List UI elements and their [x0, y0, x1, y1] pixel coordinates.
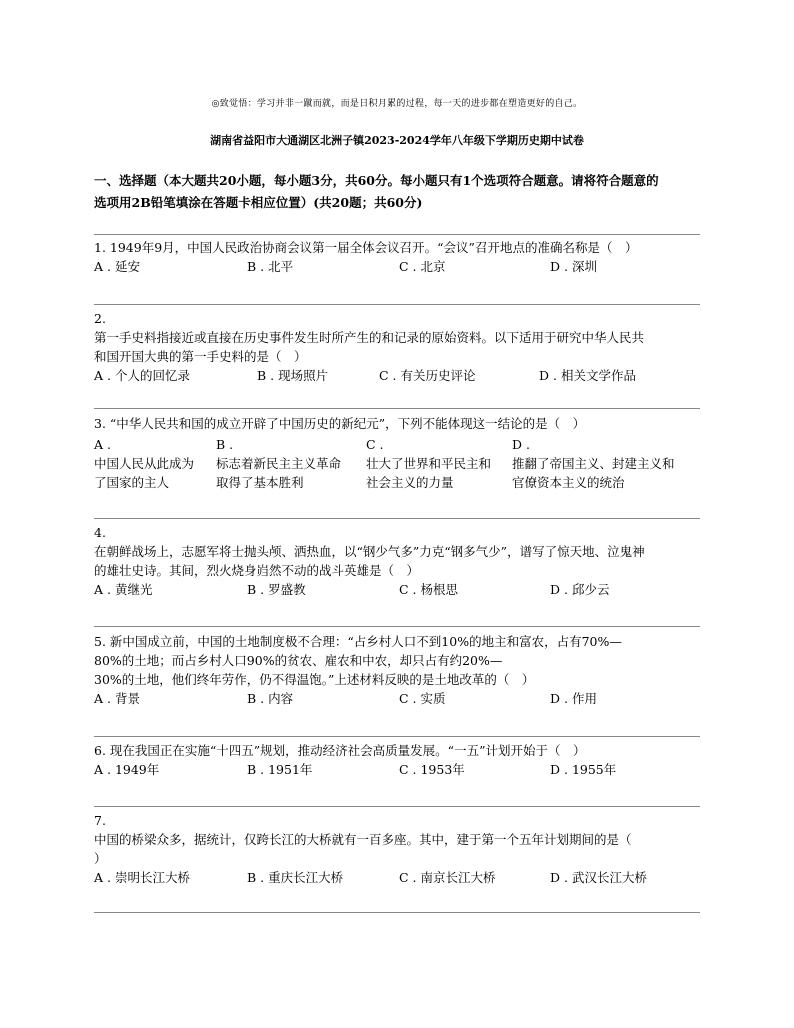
- exam-title: 湖南省益阳市大通湖区北洲子镇2023-2024学年八年级下学期历史期中试卷: [210, 134, 584, 147]
- option-c[interactable]: [366, 435, 511, 492]
- options-row: [94, 689, 700, 709]
- question-3: [94, 414, 700, 495]
- option-label: D .: [512, 437, 530, 452]
- option-text-line1: 中国人民从此成为: [94, 456, 195, 471]
- question-stem-line3: 30%的土地，他们终年劳作，仍不得温饱。”上述材料反映的是土地改革的（ ）: [94, 672, 535, 687]
- option-b[interactable]: B . 1951年: [247, 762, 313, 777]
- option-d[interactable]: D . 相关文学作品: [539, 368, 636, 383]
- option-b[interactable]: [216, 435, 361, 492]
- question-number: 4.: [94, 525, 106, 540]
- option-d[interactable]: D . 邱少云: [550, 582, 610, 597]
- option-b[interactable]: B . 重庆长江大桥: [247, 870, 344, 885]
- question-stem-line2: 和国开国大典的第一手史料的是（ ）: [94, 349, 307, 364]
- option-d[interactable]: D . 1955年: [550, 762, 617, 777]
- option-text-line1: 推翻了帝国主义、封建主义和: [512, 456, 675, 471]
- option-d[interactable]: D . 武汉长江大桥: [550, 870, 647, 885]
- option-text-line2: 官僚资本主义的统治: [512, 475, 625, 490]
- options-row: [94, 257, 700, 277]
- option-text-line1: 壮大了世界和平民主和: [366, 456, 492, 471]
- option-a[interactable]: A . 延安: [94, 259, 140, 274]
- option-c[interactable]: C . 南京长江大桥: [399, 870, 496, 885]
- section-heading: [94, 170, 704, 214]
- options-row: [94, 366, 700, 386]
- question-stem-line2: 的雄壮史诗。其间，烈火烧身岿然不动的战斗英雄是（ ）: [94, 563, 420, 578]
- question-stem-line1: 中国的桥梁众多，据统计，仅跨长江的大桥就有一百多座。其中，建于第一个五年计划期间的是（: [94, 832, 632, 847]
- option-c[interactable]: C . 有关历史评论: [379, 368, 476, 383]
- option-text-line2: 社会主义的力量: [366, 475, 454, 490]
- option-text-line2: 取得了基本胜利: [216, 475, 304, 490]
- divider: [94, 626, 700, 627]
- option-d[interactable]: D . 深圳: [550, 259, 597, 274]
- options-row: [94, 580, 700, 600]
- option-b[interactable]: B . 内容: [247, 691, 294, 706]
- option-b[interactable]: B . 罗盛教: [247, 582, 306, 597]
- question-stem-line2: 80%的土地；而占乡村人口90%的贫农、雇农和中农，却只占有约20%—: [94, 653, 503, 668]
- option-c[interactable]: C . 杨根思: [399, 582, 458, 597]
- divider: [94, 736, 700, 737]
- question-stem: 6. 现在我国正在实施“十四五”规划，推动经济社会高质量发展。“一五”计划开始于（ ）: [94, 743, 586, 758]
- option-a[interactable]: A . 个人的回忆录: [94, 368, 190, 383]
- question-5: [94, 632, 700, 709]
- section-heading-line2: 选项用2B铅笔填涂在答题卡相应位置）(共20题；共60分): [94, 195, 423, 210]
- divider: [94, 518, 700, 519]
- question-stem: 3. “中华人民共和国的成立开辟了中国历史的新纪元”，下列不能体现这一结论的是（ ）: [94, 416, 586, 431]
- option-a[interactable]: A . 1949年: [94, 762, 160, 777]
- option-text-line2: 了国家的主人: [94, 475, 170, 490]
- option-b[interactable]: B . 北平: [247, 259, 294, 274]
- question-4: [94, 523, 700, 600]
- question-7: [94, 811, 700, 888]
- option-d[interactable]: [512, 435, 702, 492]
- question-2: [94, 309, 700, 386]
- question-stem-line1: 5. 新中国成立前，中国的土地制度极不合理：“占乡村人口不到10%的地主和富农，占有70%—: [94, 634, 622, 649]
- divider: [94, 408, 700, 409]
- question-number: 7.: [94, 813, 106, 828]
- question-1: [94, 238, 700, 277]
- option-a[interactable]: A . 黄继光: [94, 582, 153, 597]
- divider: [94, 912, 700, 913]
- option-c[interactable]: C . 1953年: [399, 762, 465, 777]
- option-label: C .: [366, 437, 384, 452]
- question-stem-line1: 在朝鲜战场上，志愿军将士抛头颅、洒热血，以“钢少气多”力克“钢多气少”，谱写了惊天地、泣鬼神: [94, 544, 645, 559]
- section-heading-line1: 一、选择题（本大题共20小题，每小题3分，共60分。每小题只有1个选项符合题意。请将符合题意的: [94, 173, 659, 188]
- divider: [94, 304, 700, 305]
- question-stem-line2: ）: [94, 851, 107, 866]
- option-text-line1: 标志着新民主主义革命: [216, 456, 342, 471]
- option-d[interactable]: D . 作用: [550, 691, 597, 706]
- option-b[interactable]: B . 现场照片: [257, 368, 329, 383]
- question-stem-line1: 第一手史料指接近或直接在历史事件发生时所产生的和记录的原始资料。以下适用于研究中华人民共: [94, 330, 645, 345]
- question-stem: 1. 1949年9月，中国人民政治协商会议第一届全体会议召开。“会议”召开地点的准确名称是（ ）: [94, 240, 638, 255]
- option-c[interactable]: C . 实质: [399, 691, 446, 706]
- options-row: [94, 435, 700, 495]
- option-c[interactable]: C . 北京: [399, 259, 446, 274]
- option-a[interactable]: A . 崇明长江大桥: [94, 870, 190, 885]
- divider: [94, 234, 700, 235]
- divider: [94, 806, 700, 807]
- option-a[interactable]: A . 背景: [94, 691, 140, 706]
- motto-line: ◎致觉悟：学习并非一蹴而就，而是日积月累的过程，每一天的进步都在塑造更好的自己。: [211, 99, 583, 109]
- question-number: 2.: [94, 311, 106, 326]
- options-row: [94, 868, 700, 888]
- options-row: [94, 760, 700, 780]
- option-label: B .: [216, 437, 234, 452]
- question-6: [94, 741, 700, 780]
- option-label: A .: [94, 437, 111, 452]
